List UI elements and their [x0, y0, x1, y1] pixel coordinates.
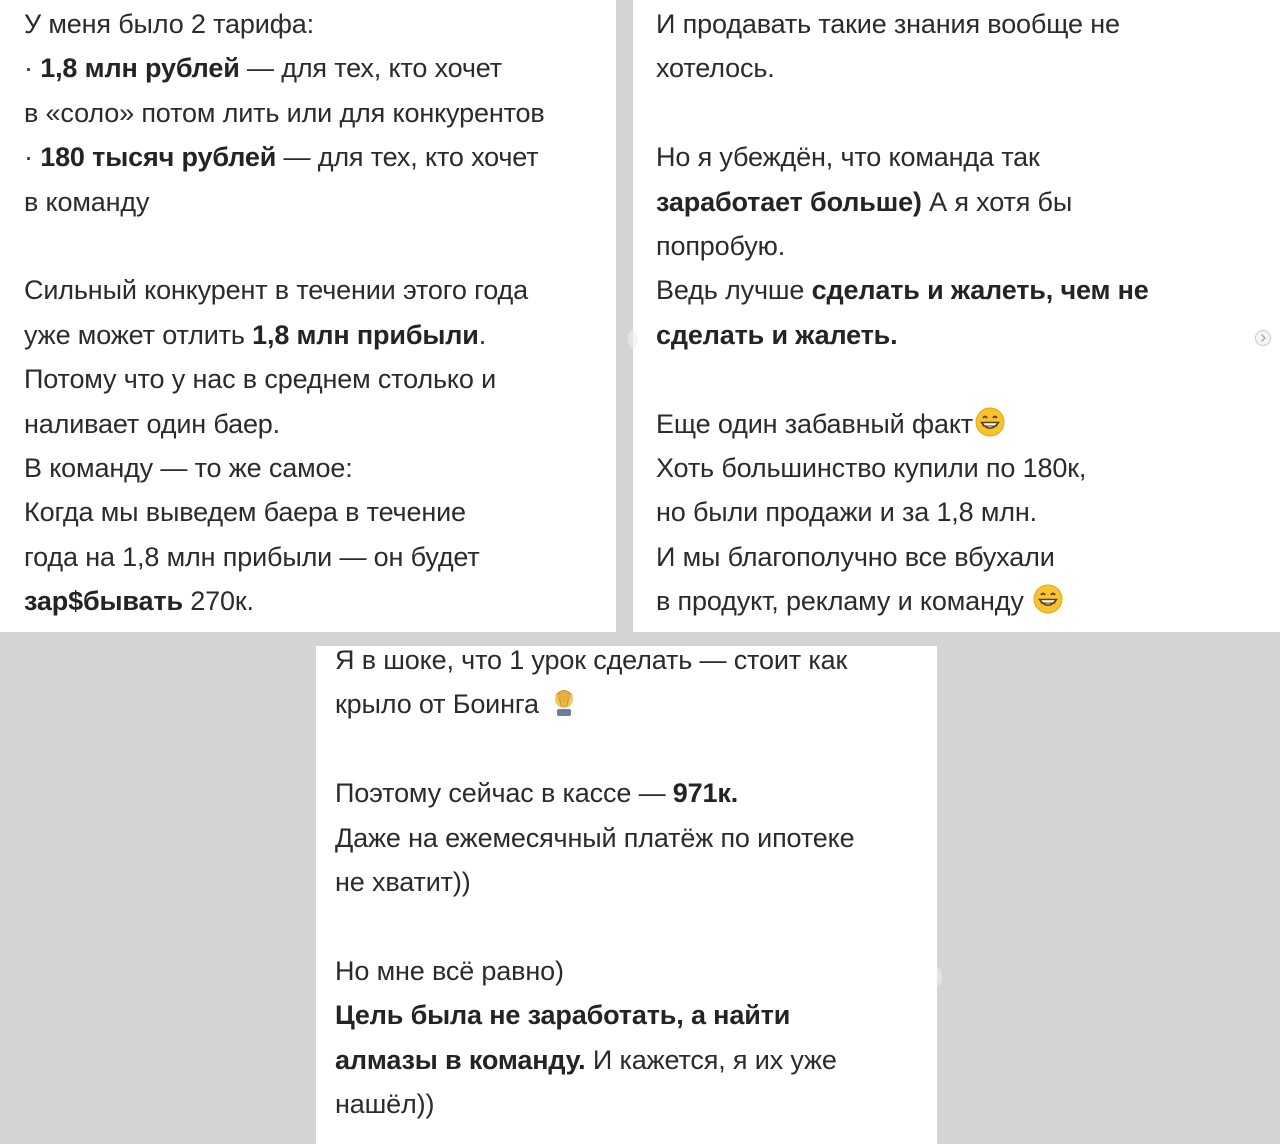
text-line: Но я убеждён, что команда так: [656, 142, 1040, 173]
text-line: Хоть большинство купили по 180к,: [656, 452, 1087, 483]
text-line: в «соло» потом лить или для конкурентов: [24, 97, 545, 128]
text-line: зар$бывать 270к.: [24, 586, 254, 617]
story-slide-cashbox: [316, 646, 937, 1144]
text-line: Даже на ежемесячный платёж по ипотеке: [335, 822, 855, 853]
text-line: Еще один забавный факт: [656, 402, 1280, 446]
text-line: но были продажи и за 1,8 млн.: [656, 497, 1038, 528]
grinning-face-icon: [1033, 583, 1063, 627]
text-line: Я в шоке, что 1 урок сделать — стоит как: [335, 646, 848, 675]
text-line: Но мне всё равно): [335, 955, 564, 986]
text-line: не хватит)): [335, 866, 471, 897]
text-line: хотелось.: [656, 53, 775, 84]
text-line: И продавать такие знания вообще не: [656, 9, 1120, 39]
story-slide-team-bet: [633, 0, 1280, 632]
text-line: У меня было 2 тарифа:: [24, 9, 314, 39]
text-line: Когда мы выведем баера в течение: [24, 497, 466, 528]
carousel-edge-hint: [628, 330, 638, 348]
facepalm-icon: [548, 685, 580, 730]
text-line: уже может отлить 1,8 млн прибыли.: [24, 319, 487, 350]
text-line: В команду — то же самое:: [24, 452, 353, 483]
text-line: И мы благополучно все вбухали: [656, 541, 1055, 572]
text-line: · 180 тысяч рублей — для тех, кто хочет: [24, 142, 539, 173]
text-line: крыло от Боинга: [335, 682, 937, 726]
grinning-face-icon: [975, 406, 1005, 450]
text-line: · 1,8 млн рублей — для тех, кто хочет: [24, 53, 502, 84]
text-line: в продукт, рекламу и команду: [656, 579, 1280, 623]
text-line: попробую.: [656, 230, 786, 261]
text-line: нашёл)): [335, 1088, 435, 1119]
text-line: Сильный конкурент в течении этого года: [24, 275, 528, 306]
text-line: сделать и жалеть.: [656, 319, 898, 350]
text-line: Поэтому сейчас в кассе — 971к.: [335, 778, 739, 809]
text-line: наливает один баер.: [24, 408, 281, 439]
chevron-right-icon[interactable]: [1255, 330, 1271, 346]
text-line: заработает больше) А я хотя бы: [656, 186, 1073, 217]
text-line: года на 1,8 млн прибыли — он будет: [24, 541, 480, 572]
text-line: Потому что у нас в среднем столько и: [24, 364, 497, 395]
story-slide-tariffs: [0, 0, 616, 632]
text-line: Цель была не заработать, а найти: [335, 1000, 791, 1031]
text-line: в команду: [24, 186, 150, 217]
text-line: алмазы в команду. И кажется, я их уже: [335, 1044, 837, 1075]
text-line: Ведь лучше сделать и жалеть, чем не: [656, 275, 1149, 306]
